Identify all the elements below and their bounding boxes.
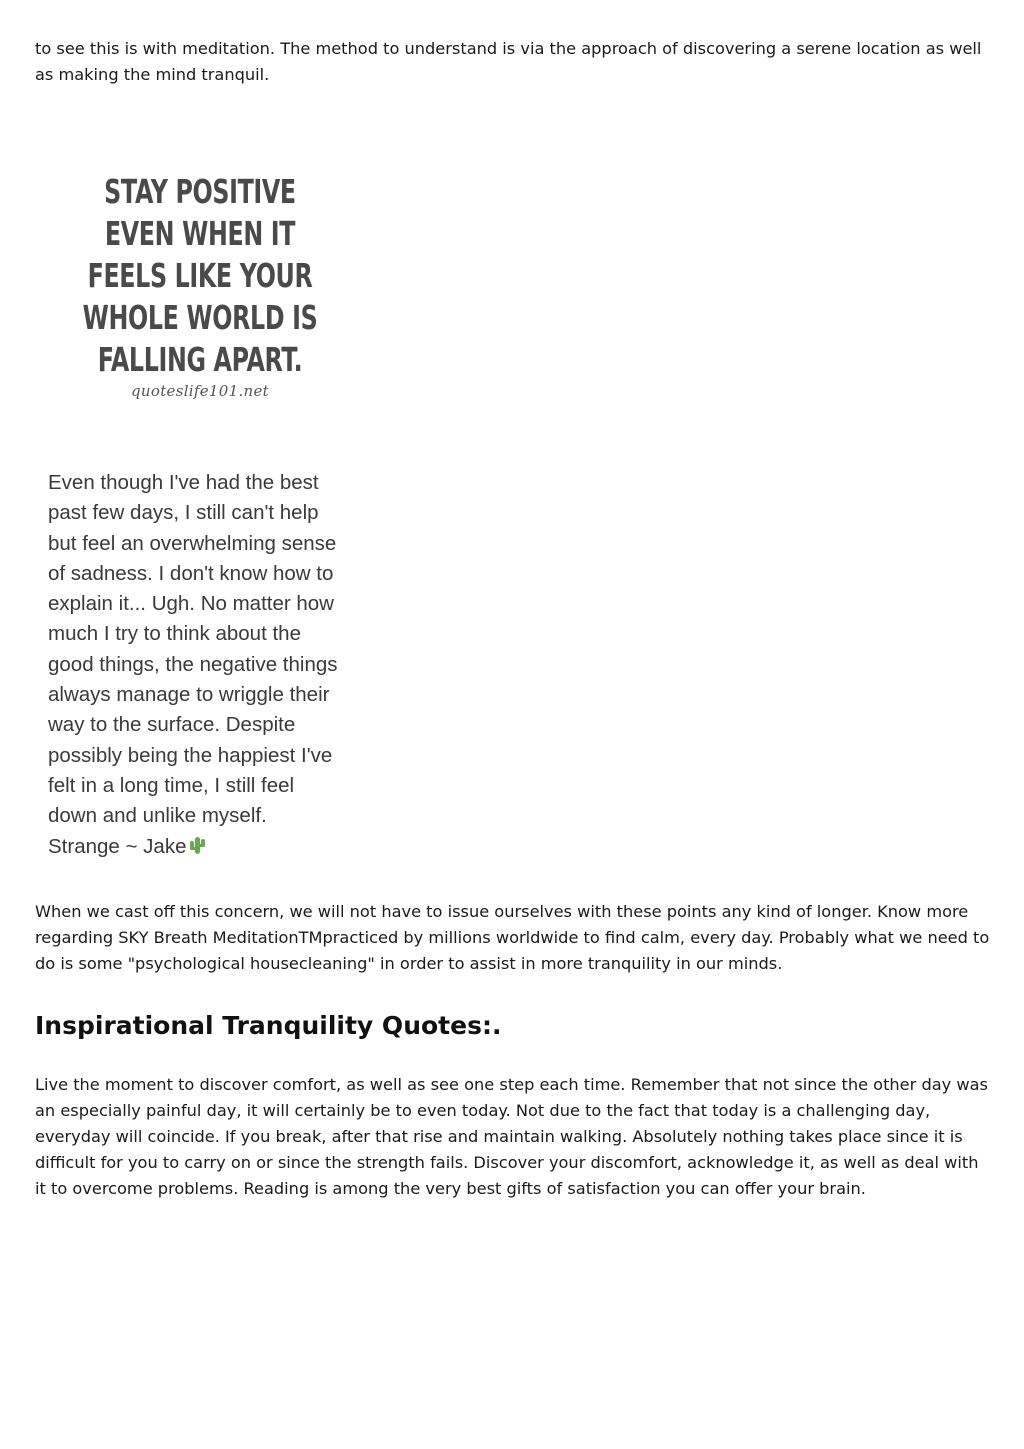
post-text (48, 468, 378, 862)
post-line: much I try to think about the (48, 622, 301, 646)
watermark: quoteslife101.net (131, 382, 269, 400)
moment-paragraph: Live the moment to discover comfort, as well as see one step each time. Remember that not since the other day was an especially painful day, it will certainly be to even today. Not due to the fact that today is a challenging day, everyday will coincide. If you break, after that rise and maintain walking. Absolutely nothing takes place since it is difficult for you to carry on or since the strength fails. Discover your discomfort, acknowledge it, as well as deal with it to overcome problems. Reading is among the very best gifts of satisfaction you can offer your brain. (35, 1075, 988, 1198)
post-line: but feel an overwhelming sense (48, 531, 337, 555)
post-line: down and unlike myself. (48, 804, 267, 828)
signature-text: Strange ~ Jake (48, 834, 187, 858)
poster-line: WHOLE WORLD IS (82, 298, 318, 337)
poster-line: EVEN WHEN IT (104, 214, 296, 253)
post-line: possibly being the happiest I've (48, 743, 333, 767)
post-line: good things, the negative things (48, 652, 338, 676)
post-line: of sadness. I don't know how to (48, 561, 334, 585)
poster-line: FEELS LIKE YOUR (87, 256, 313, 295)
poster-line: FALLING APART. (97, 340, 303, 379)
post-line: way to the surface. Despite (48, 713, 296, 737)
cactus-icon (188, 835, 206, 855)
post-line: always manage to wriggle their (48, 683, 330, 707)
section-heading: Inspirational Tranquility Quotes:. (35, 1011, 502, 1040)
concern-paragraph: When we cast off this concern, we will not have to issue ourselves with these points any kind of longer. Know more regarding SKY Breath MeditationTMpracticed by millions worldwide to find calm, every day. Probably what we need to do is some "psychological housecleaning" in order to assist in more tranquility in our minds. (35, 902, 990, 973)
post-line: past few days, I still can't help (48, 501, 319, 525)
intro-paragraph: to see this is with meditation. The method to understand is via the approach of discovering a serene location as well as making the mind tranquil. (35, 39, 982, 84)
post-line: felt in a long time, I still feel (48, 773, 295, 797)
post-line-signature (48, 832, 378, 862)
post-line: explain it... Ugh. No matter how (48, 592, 334, 616)
quote-image (35, 150, 380, 870)
post-line: Even though I've had the best (48, 471, 319, 494)
poster-line: STAY POSITIVE (104, 172, 296, 211)
